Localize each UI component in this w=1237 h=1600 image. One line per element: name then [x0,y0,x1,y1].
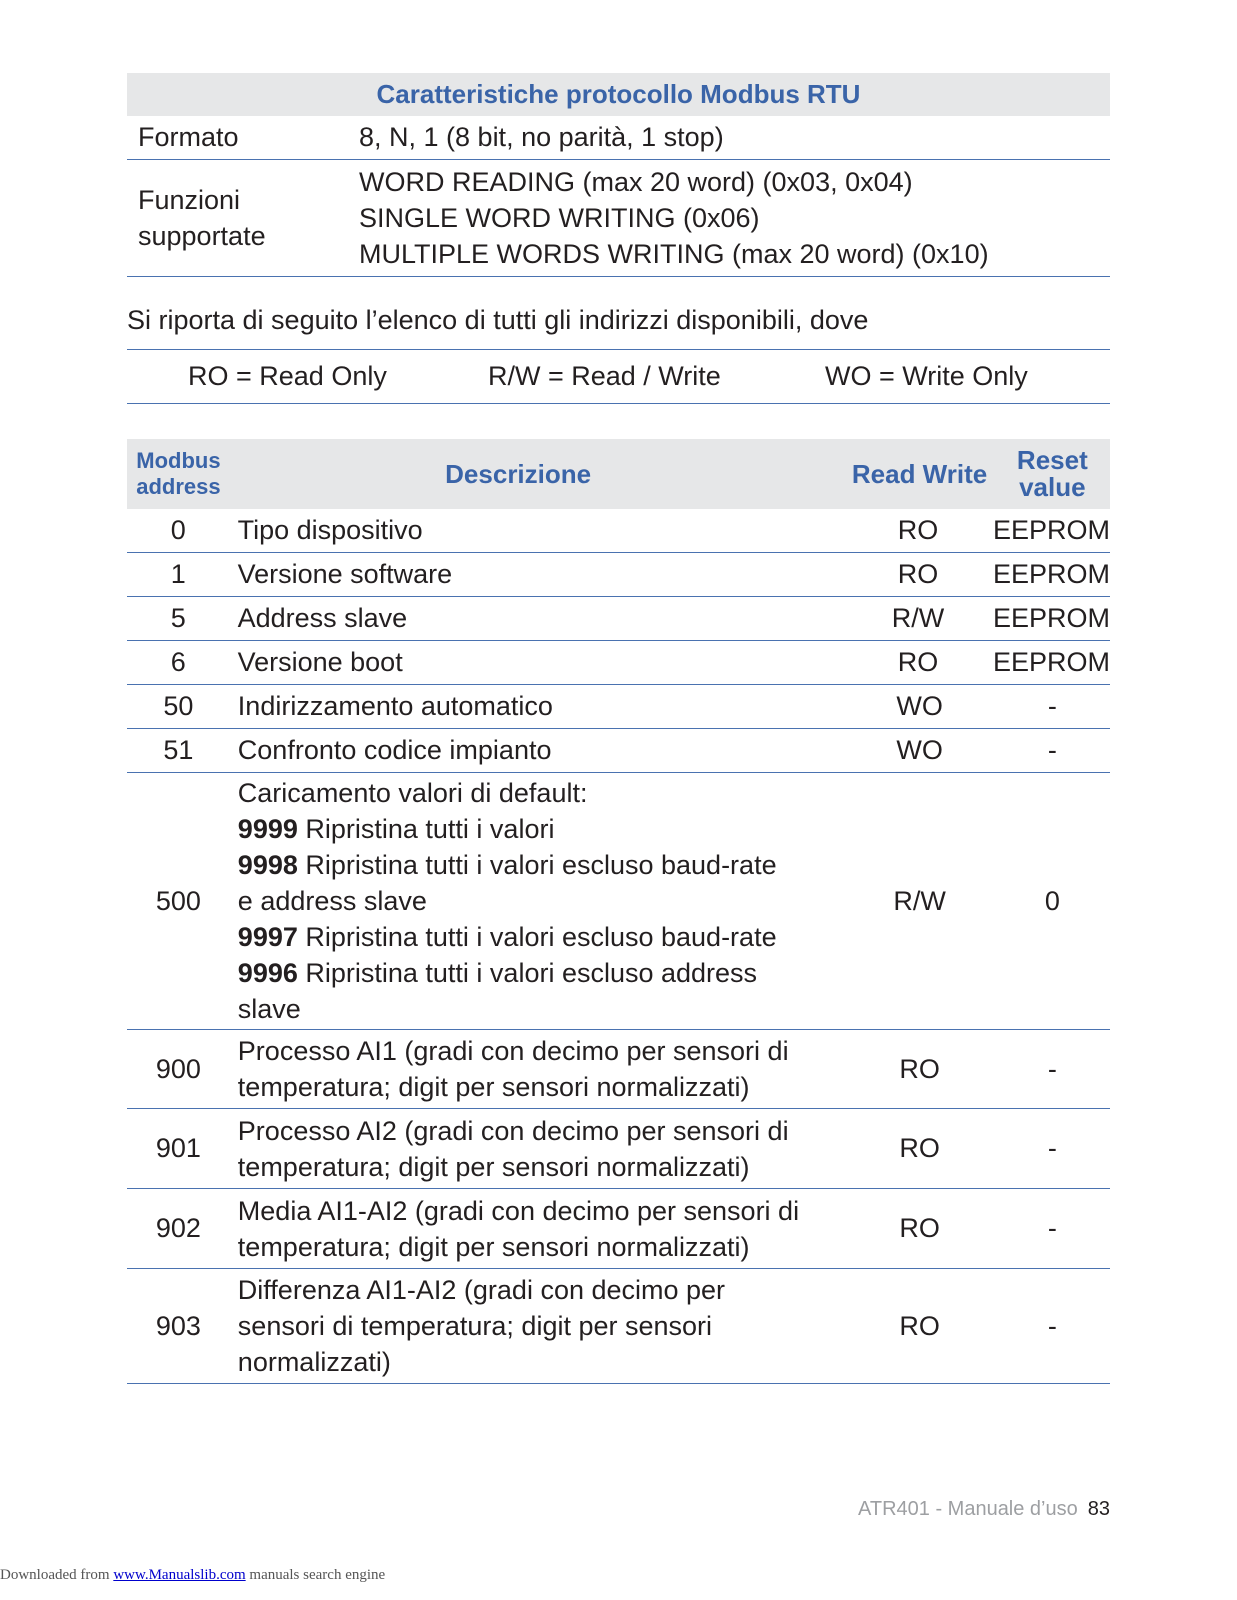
header-reset-value: Reset value [1016,445,1088,502]
download-note: Downloaded from www.Manualslib.com manuals search engine [0,1567,386,1583]
table-row: 6 Versione boot RO EEPROM [127,641,1110,685]
protocol-value: 8, N, 1 (8 bit, no parità, 1 stop) [359,122,724,152]
table-row: 1 Versione software RO EEPROM [127,553,1110,597]
page-number: 83 [1087,1498,1110,1520]
table-row: 902 Media AI1-AI2 (gradi con decimo per sensori di temperatura; digit per sensori normalizzati) RO - [127,1189,1110,1269]
protocol-table [127,73,1110,277]
footer-title: ATR401 - Manuale d’uso [858,1498,1078,1520]
legend-rw: R/W = Read / Write [488,361,721,391]
table-row: 901 Processo AI2 (gradi con decimo per sensori di temperatura; digit per sensori normalizzati) RO - [127,1109,1110,1189]
header-address: Modbus address [136,448,221,499]
table-row: 50 Indirizzamento automatico WO - [127,685,1110,729]
protocol-table-title: Caratteristiche protocollo Modbus RTU [127,73,1110,116]
legend-wo: WO = Write Only [825,361,1028,391]
page-footer [858,1498,1110,1521]
protocol-key: Funzioni supportate [138,185,266,251]
address-table [127,439,1110,1384]
table-row-defaults: 500 Caricamento valori di default: 9999 Ripristina tutti i valori 9998 Ripristina tutti i valori escluso baud-rate e address slave 9997 Ripristina tutti i valori escluso baud-rate 9996 Ripristina tutti i valori escluso address slave R/W 0 [127,773,1110,1030]
header-read-write: Read Write [851,458,988,489]
table-row: 903 Differenza AI1-AI2 (gradi con decimo per sensori di temperatura; digit per sensori normalizzati) RO - [127,1269,1110,1384]
intro-text: Si riporta di seguito l’elenco di tutti gli indirizzi disponibili, dove [127,305,869,335]
table-row: 0 Tipo dispositivo RO EEPROM [127,509,1110,553]
table-row: 900 Processo AI1 (gradi con decimo per sensori di temperatura; digit per sensori normalizzati) RO - [127,1030,1110,1109]
header-description: Descrizione [445,458,592,489]
address-table-header [127,439,1110,509]
protocol-key: Formato [138,122,239,152]
access-legend [127,349,1110,404]
table-row: 51 Confronto codice impianto WO - [127,729,1110,773]
protocol-value: WORD READING (max 20 word) (0x03, 0x04) SINGLE WORD WRITING (0x06) MULTIPLE WORDS WRITING (max 20 word) (0x10) [359,167,989,269]
protocol-row-format [127,116,1110,160]
table-row: 5 Address slave R/W EEPROM [127,597,1110,641]
manualslib-link[interactable]: www.Manualslib.com [113,1567,246,1583]
protocol-row-functions [127,160,1110,277]
legend-ro: RO = Read Only [188,361,387,391]
